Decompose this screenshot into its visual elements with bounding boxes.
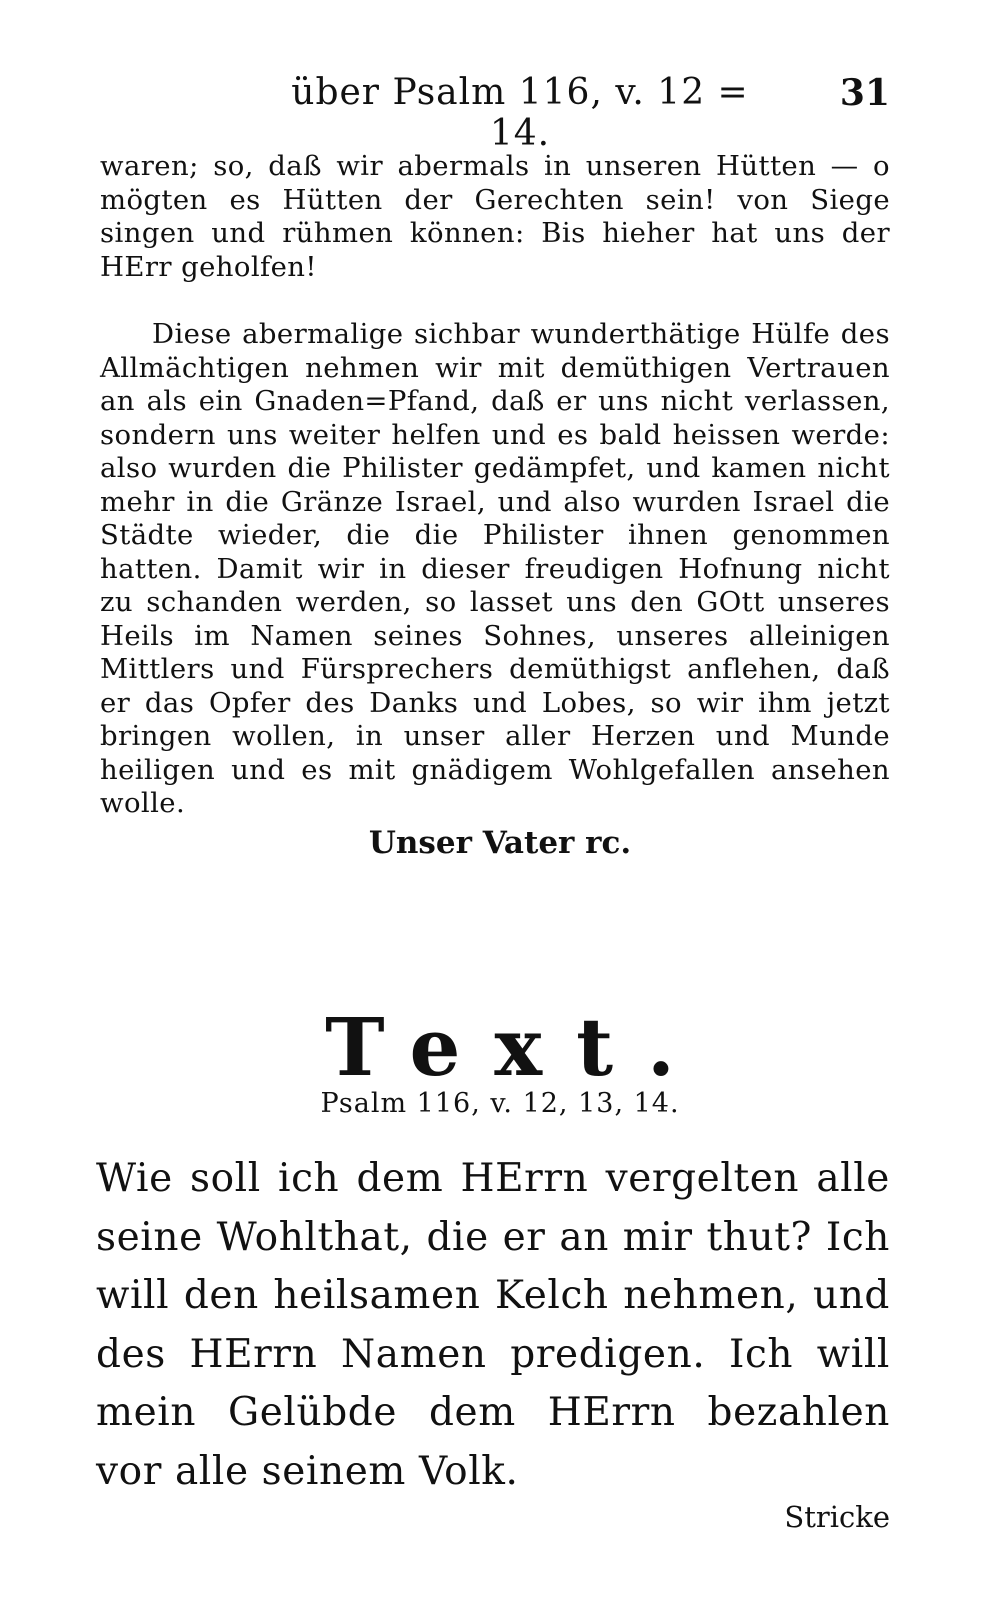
running-title: über Psalm 116, v. 12 = 14. — [291, 72, 749, 154]
body-paragraph-2: Diese abermalige sichbar wunderthätige Hülfe des Allmächtigen nehmen wir mit demüthigen Vertrauen an als ein Gnaden=Pfand, daß er uns nicht verlassen, sondern uns weiter helfen und es bald heissen werde: also wurden die Philister gedämpfet, und kamen nicht mehr in die Gränze Israel, und also wurden Israel die Städte wieder, die die Philister ihnen genommen hatten. Damit wir in dieser freudigen Hofnung nicht zu schanden werden, so lasset uns den GOtt unseres Heils im Namen seines Sohnes, unseres alleinigen Mittlers und Fürsprechers demüthigst anflehen, daß er das Opfer des Danks und Lobes, so wir ihm jetzt bringen wollen, in unser aller Herzen und Munde heiligen und es mit gnädigem Wohlgefallen ansehen wolle. — [100, 318, 890, 819]
prayer-line: Unser Vater rc. — [368, 825, 632, 861]
section-heading: Text. — [325, 1000, 709, 1094]
running-head — [100, 72, 890, 154]
page-number: 31 — [839, 72, 890, 114]
scripture-reference: Psalm 116, v. 12, 13, 14. — [320, 1088, 680, 1119]
catchword: Stricke — [784, 1500, 890, 1534]
body-paragraph-1: waren; so, daß wir abermals in unseren Hütten — o mögten es Hütten der Gerechten sein! von Siege singen und rühmen können: Bis hieher hat uns der HErr geholfen! — [100, 150, 890, 283]
scripture-text: Wie soll ich dem HErrn vergelten alle seine Wohlthat, die er an mir thut? Ich will den heilsamen Kelch nehmen, und des HErrn Namen predigen. Ich will mein Gelübde dem HErrn bezahlen vor alle seinem Volk. — [96, 1156, 890, 1494]
